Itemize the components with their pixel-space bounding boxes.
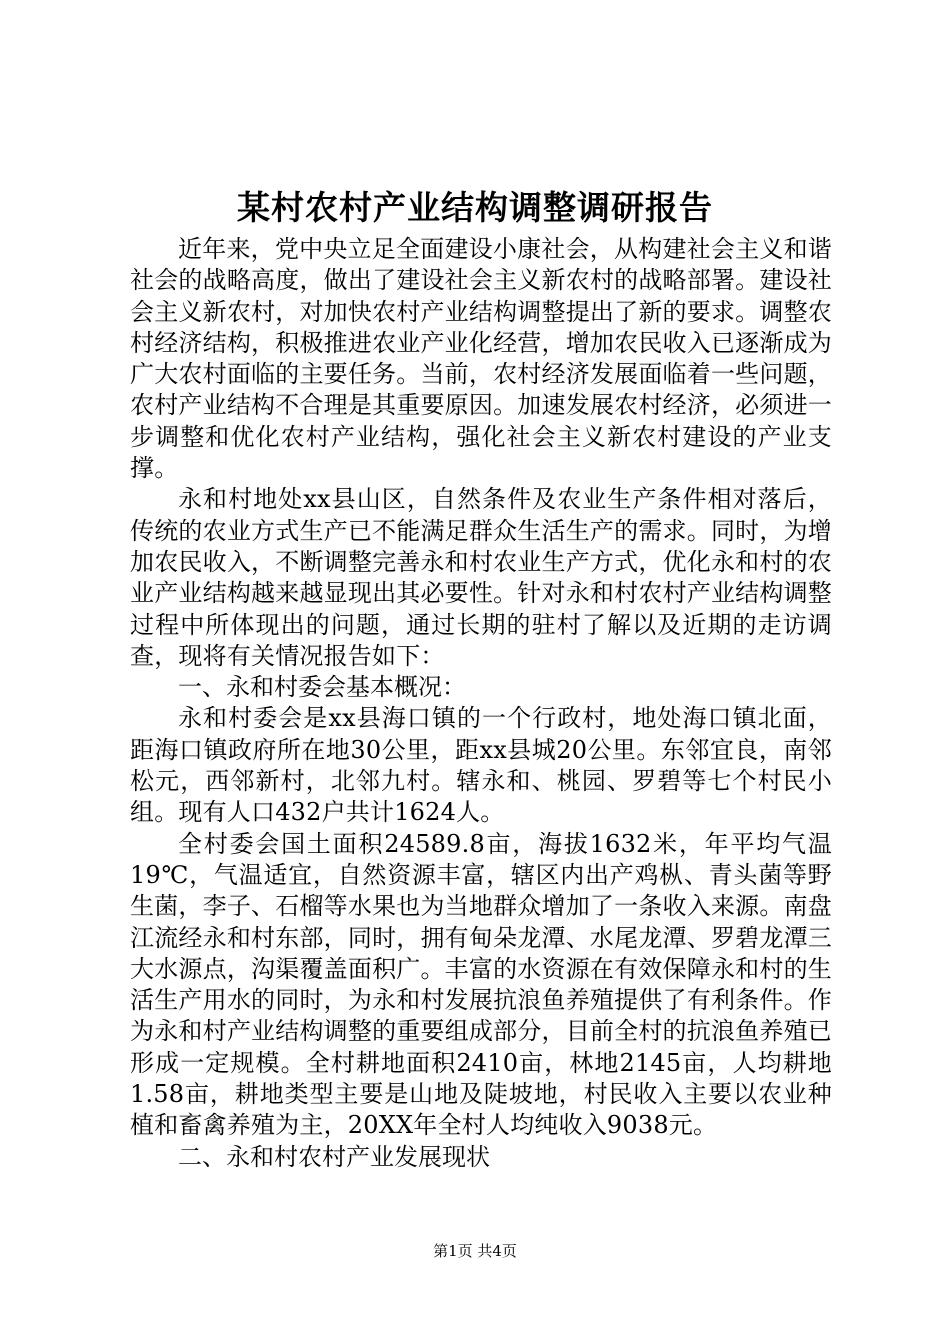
section-heading-status: 二、永和村农村产业发展现状 <box>178 1142 490 1171</box>
paragraph-intro: 近年来，党中央立足全面建设小康社会，从构建社会主义和谐社会的战略高度，做出了建设社会主义新农村的战略部署。建设社会主义新农村，对加快农村产业结构调整提出了新的要求。调整农村经济结构，积极推进农业产业化经营，增加农民收入已逐渐成为广大农村面临的主要任务。当前，农村经济发展面临着一些问题，农村产业结构不合理是其重要原因。加速发展农村经济，必须进一步调整和优化农村产业结构，强化社会主义新农村建设的产业支撑。 <box>130 235 832 483</box>
paragraph-village-resources: 全村委会国土面积24589.8亩，海拔1632米，年平均气温19℃，气温适宜，自然资源丰富，辖区内出产鸡枞、青头菌等野生菌，李子、石榴等水果也为当地群众增加了一条收入来源。南盘江流经永和村东部，同时，拥有甸朵龙潭、水尾龙潭、罗碧龙潭三大水源点，沟渠覆盖面积广。丰富的水资源在有效保障永和村的生活生产用水的同时，为永和村发展抗浪鱼养殖提供了有利条件。作为永和村产业结构调整的重要组成部分，目前全村的抗浪鱼养殖已形成一定规模。全村耕地面积2410亩，林地2145亩，人均耕地1.58亩，耕地类型主要是山地及陡坡地，村民收入主要以农业种植和畜禽养殖为主，20XX年全村人均纯收入9038元。 <box>130 829 832 1140</box>
paragraph-village-context: 永和村地处xx县山区，自然条件及农业生产条件相对落后，传统的农业方式生产已不能满足群众生活生产的需求。同时，为增加农民收入，不断调整完善永和村农业生产方式，优化永和村的农业产业结构越来越显现出其必要性。针对永和村农村产业结构调整过程中所体现出的问题，通过长期的驻村了解以及近期的走访调查，现将有关情况报告如下： <box>130 485 832 670</box>
paragraph-village-location: 永和村委会是xx县海口镇的一个行政村，地处海口镇北面，距海口镇政府所在地30公里，距xx县城20公里。东邻宜良，南邻松元，西邻新村，北邻九村。辖永和、桃园、罗碧等七个村民小组。现有人口432户共计1624人。 <box>130 704 832 827</box>
document-body <box>130 234 832 1173</box>
section-heading-overview: 一、永和村委会基本概况： <box>178 673 466 702</box>
page-number-footer: 第1页 共4页 <box>433 1242 517 1260</box>
document-title: 某村农村产业结构调整调研报告 <box>237 188 713 227</box>
